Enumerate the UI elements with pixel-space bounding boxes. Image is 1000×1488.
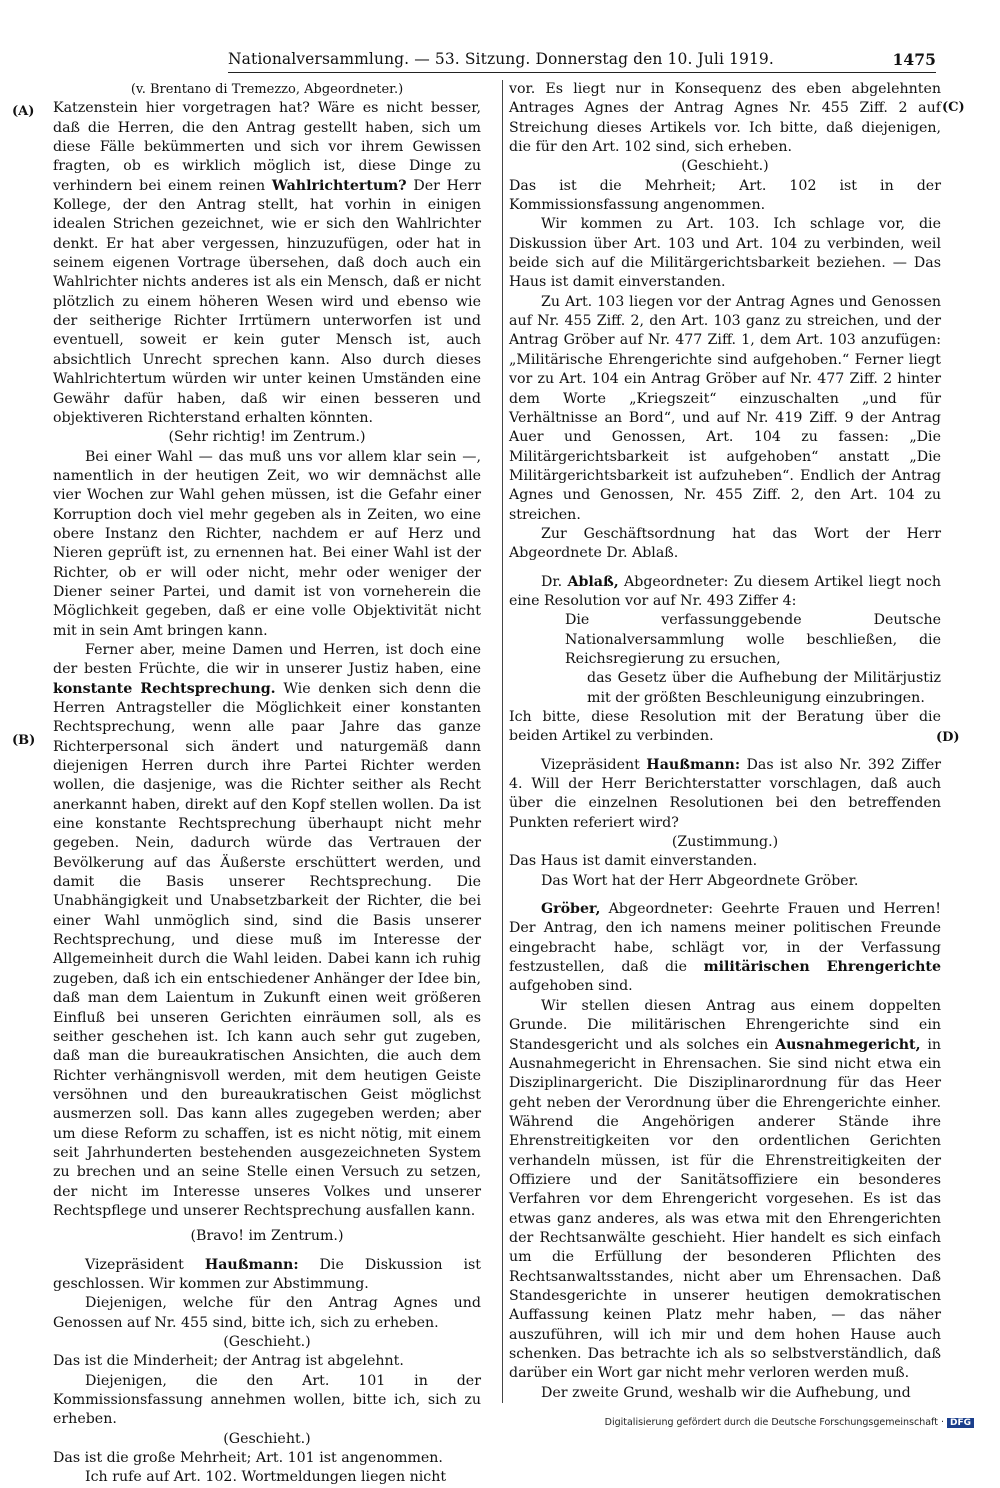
paragraph — [509, 997, 941, 1384]
paragraph: Wir kommen zu Art. 103. Ich schlage vor, die Diskussion über Art. 103 und Art. 104 zu verbinden, weil beide sich auf die Militärgerichtsbarkeit beziehen. — Das Haus ist damit einverstanden. — [509, 216, 941, 291]
text: Katzenstein hier vorgetragen hat? Wäre es nicht besser, daß die Herren, die den Antrag gestellt haben, sich um diese Fälle bekümmerten und sich vor ihrem Gewissen fragten, ob es wirklich möglich ist, diese Dinge zu verhindern bei einem reinen — [53, 100, 481, 194]
emphasis: militärischen Ehrengerichte — [703, 959, 941, 976]
paragraph: Der zweite Grund, weshalb wir die Aufhebung, und — [541, 1384, 911, 1401]
text: Vizepräsident — [85, 1256, 205, 1273]
paragraph — [509, 573, 941, 612]
text: Abgeordneter: Geehrte Frauen und Herren! Der Antrag, den ich namens meiner politischen Freunde eingebracht habe, schlägt vor, in der Verfassung festzustellen, daß die — [509, 901, 941, 976]
dfg-logo: DFG — [947, 1418, 974, 1428]
text: aufgehoben sind. — [509, 978, 633, 995]
interjection: (Geschieht.) — [681, 158, 769, 175]
speaker-name: Haußmann: — [646, 756, 741, 773]
footer-credit — [605, 1417, 974, 1428]
text: Das ist also Nr. 392 Ziffer 4. Will der Herr Berichterstatter vorschlagen, daß auch über die einzelnen Resolutionen bei den betreffenden Punkten referiert wird? — [509, 756, 941, 831]
margin-marker-c: (C) — [942, 100, 965, 115]
left-column — [53, 80, 481, 1488]
running-header — [228, 46, 936, 73]
quoted-resolution: Die verfassunggebende Deutsche Nationalversammlung wolle beschließen, die Reichsregierung zu ersuchen, — [565, 612, 941, 667]
emphasis: Wahlrichtertum? — [271, 177, 407, 194]
paragraph: Diejenigen, welche für den Antrag Agnes und Genossen auf Nr. 455 sind, bitte ich, sich zu erheben. — [53, 1295, 481, 1331]
paragraph: Zu Art. 103 liegen vor der Antrag Agnes und Genossen auf Nr. 455 Ziff. 2, den Art. 103 ganz zu streichen, und der Antrag Gröber auf Nr. 477 Ziff. 1, dem Art. 103 anzufügen: „Militärische Ehrengerichte sind aufgehoben.“ Ferner liegt vor zu Art. 104 ein Antrag Gröber auf Nr. 477 Ziff. 2 hinter dem Worte „Kriegszeit“ einzuschalten „und für Verhältnisse an Bord“, und auf Nr. 419 Ziff. 9 der Antrag Auer und Genossen, Art. 104 zu fassen: „Die Militärgerichtsbarkeit ist aufgehoben“ anstatt „Die Militärgerichtsbarkeit ist aufzuheben“. Endlich der Antrag Agnes und Genossen, Nr. 455 Ziff. 2, den Art. 104 zu streichen. — [509, 293, 941, 523]
quoted-resolution: das Gesetz über die Aufhebung der Militärjustiz mit der größten Beschleunigung einzubringen. — [587, 670, 941, 706]
interjection: (Geschieht.) — [223, 1334, 311, 1350]
margin-marker-a: (A) — [12, 104, 35, 119]
text: in Ausnahmegericht in Ehrensachen. Sie sind nicht etwa ein Disziplinargericht. Die Disziplinarordnung für das Heer geht neben der Verordnung über die Ehrengerichte einher. Während die Angehörigen anderer Stände ihre Ehrenstreitigkeiten vor den ordentlichen Gerichten verhandeln müssen, ist für die Ehrenstreitigkeiten der Offiziere und der Sanitätsoffiziere ein besonderes Verfahren vor dem Ehrengericht vorgesehen. Es ist das etwas ganz anderes, als was etwa mit den Ehrengerichten der Rechtsanwälte geschieht. Hier handelt es sich einfach um die Erfüllung der besonderen Pflichten des Rechtsanwaltsstandes, nicht aber um Ehrensachen. Daß Standesgerichte in unserer heutigen demokratischen Auffassung keinen Platz mehr haben, — das näher auszuführen, will ich mir und dem hohen Hause auch schenken. Das betrachte ich als so selbstverständlich, daß darüber ein Wort gar nicht mehr verloren werden muß. — [509, 1036, 942, 1382]
paragraph: Das Haus ist damit einverstanden. — [509, 853, 758, 870]
text: Ferner aber, meine Damen und Herren, ist doch eine der besten Früchte, die wir in unserer Justiz haben, eine — [53, 641, 481, 678]
margin-marker-d: (D) — [936, 730, 960, 745]
text: Vizepräsident — [541, 756, 647, 773]
text: Die Diskussion ist geschlossen. Wir kommen zur Abstimmung. — [53, 1256, 481, 1292]
paragraph: Ich rufe auf Art. 102. Wortmeldungen liegen nicht — [85, 1469, 447, 1486]
paragraph: Das ist die Minderheit; der Antrag ist abgelehnt. — [53, 1353, 404, 1370]
paragraph: Diejenigen, die den Art. 101 in der Kommissionsfassung annehmen wollen, bitte ich, sich zu erheben. — [53, 1372, 481, 1428]
interjection: (Sehr richtig! im Zentrum.) — [168, 429, 366, 446]
paragraph: Ich bitte, diese Resolution mit der Beratung über die beiden Artikel zu verbinden. — [509, 709, 941, 745]
text: Der Herr Kollege, der den Antrag stellt, hat vorhin in einigen idealen Strichen gezeichnet, wie er sich den Wahlrichter denkt. Er hat aber vergessen, hinzuzufügen, oder hat in seinem eigenen Vortrage übersehen, daß doch auch ein Wahlrichter nichts anderes ist als ein Mensch, daß er nicht plötzlich zu einem höheren Wesen wird und ebenso wie der seitherige Richter Irrtümern unterworfen ist und eventuell, soweit er kein guter Mensch ist, auch absichtlich Unrecht sprechen kann. Also durch dieses Wahlrichtertum würden wir unter keinen Umständen eine Gewähr dafür haben, daß wir einen besseren und objektiveren Richterstand erhalten könnten. — [53, 177, 481, 426]
text: Wie denken sich denn die Herren Antragsteller die Möglichkeit einer konstanten Rechtsprechung, wenn alle paar Jahre das ganze Richterpersonal sich ändert und naturgemäß dann diejenigen Herren durch ihre Partei Richter werden wollen, die dasjenige, was die Richter seither als Recht anerkannt haben, direkt auf den Kopf stellen wollen. Da ist eine konstante Rechtsprechung überhaupt nicht mehr gegeben. Nein, dadurch würde das Vertrauen der Bevölkerung auf das Äußerste erschüttert werden, und damit die Basis unserer Rechtsprechung. Die Unabhängigkeit und Unabsetzbarkeit der Richter, die bei einer Wahl unmöglich sind, sind die Basis unserer Rechtsprechung, und diese muß im Interesse der Allgemeinheit durch die Wahl leiden. Dabei kann ich ruhig zugeben, daß ich ein entschiedener Anhänger der Idee bin, daß man dem Laientum in Zukunft einen weit größeren Einfluß bei unseren Gerichten einräumen soll, als es seither geschehen ist. Ich kann auch sehr gut zugeben, daß man die bureaukratischen Ansichten, die auch dem Richter verhängnisvoll werden, mit dem heutigen Geiste versöhnen und den bureaukratischen Geist möglichst ausmerzen soll. Das kann alles zugegeben werden; aber um diese Reform zu schaffen, ist es nicht nötig, mit einem seit Jahrhunderten bestehenden ausgezeichneten System zu brechen und an seine Stelle einen Versuch zu setzen, der nicht im Interesse unseres Volkes und unserer Rechtspflege und unserer Rechtsprechung ausfallen kann. — [53, 680, 481, 1219]
right-column — [502, 80, 941, 1403]
footer-text: Digitalisierung gefördert durch die Deutsche Forschungsgemeinschaft · — [604, 1417, 944, 1428]
paragraph: vor. Es liegt nur in Konsequenz des eben abgelehnten Antrages Agnes der Antrag Agnes Nr. 455 Ziff. 2 auf Streichung dieses Artikels vor. Ich bitte, daß diejenigen, die für den Art. 102 sind, sich erheben. — [509, 81, 941, 156]
paragraph — [53, 641, 481, 1221]
interjection: (Zustimmung.) — [671, 834, 779, 851]
paragraph — [509, 900, 941, 997]
interjection: (Geschieht.) — [223, 1430, 311, 1447]
paragraph: Das ist die große Mehrheit; Art. 101 ist angenommen. — [53, 1450, 443, 1467]
margin-marker-b: (B) — [12, 733, 36, 748]
paragraph: Das Wort hat der Herr Abgeordnete Gröber. — [541, 872, 859, 889]
paragraph — [53, 1256, 481, 1295]
text: Abgeordneter: Zu diesem Artikel liegt noch eine Resolution vor auf Nr. 493 Ziffer 4: — [509, 573, 941, 609]
paragraph — [53, 99, 481, 428]
paragraph: Bei einer Wahl — das muß uns vor allem klar sein —, namentlich in der heutigen Zeit, wo wir demnächst alle vier Wochen zur Wahl gehen müssen, ist die Gefahr einer Korruption doch viel mehr gegeben als in Zeiten, wo eine obere Instanz den Richter, nachdem er auf Herz und Nieren geprüft ist, zu ernennen hat. Bei einer Wahl ist der Richter, ob er will oder nicht, mehr oder weniger der Diener seiner Partei, und damit ist von vorneherein die Möglichkeit gegeben, daß er eine volle Objektivität nicht mit in sein Amt bringen kann. — [53, 448, 481, 639]
emphasis: Ausnahmegericht, — [775, 1036, 921, 1053]
page-number: 1475 — [892, 50, 936, 69]
speaker-name: Gröber, — [541, 901, 601, 918]
paragraph: Das ist die Mehrheit; Art. 102 ist in der Kommissionsfassung angenommen. — [509, 177, 941, 214]
text: Dr. — [541, 573, 568, 590]
speaker-name: Ablaß, — [567, 573, 619, 590]
speaker-name: Haußmann: — [204, 1256, 299, 1273]
speaker-continuation: (v. Brentano di Tremezzo, Abgeordneter.) — [130, 82, 404, 97]
text: Wir stellen diesen Antrag aus einem doppelten Grunde. Die militärischen Ehrengerichte sind ein Standesgericht und als solches ein — [509, 997, 941, 1053]
header-title: Nationalversammlung. — 53. Sitzung. Donnerstag den 10. Juli 1919. — [228, 50, 774, 68]
paragraph — [509, 756, 941, 833]
paragraph: Zur Geschäftsordnung hat das Wort der Herr Abgeordnete Dr. Ablaß. — [509, 525, 941, 562]
emphasis: konstante Rechtsprechung. — [53, 680, 276, 697]
interjection: (Bravo! im Zentrum.) — [190, 1228, 344, 1245]
